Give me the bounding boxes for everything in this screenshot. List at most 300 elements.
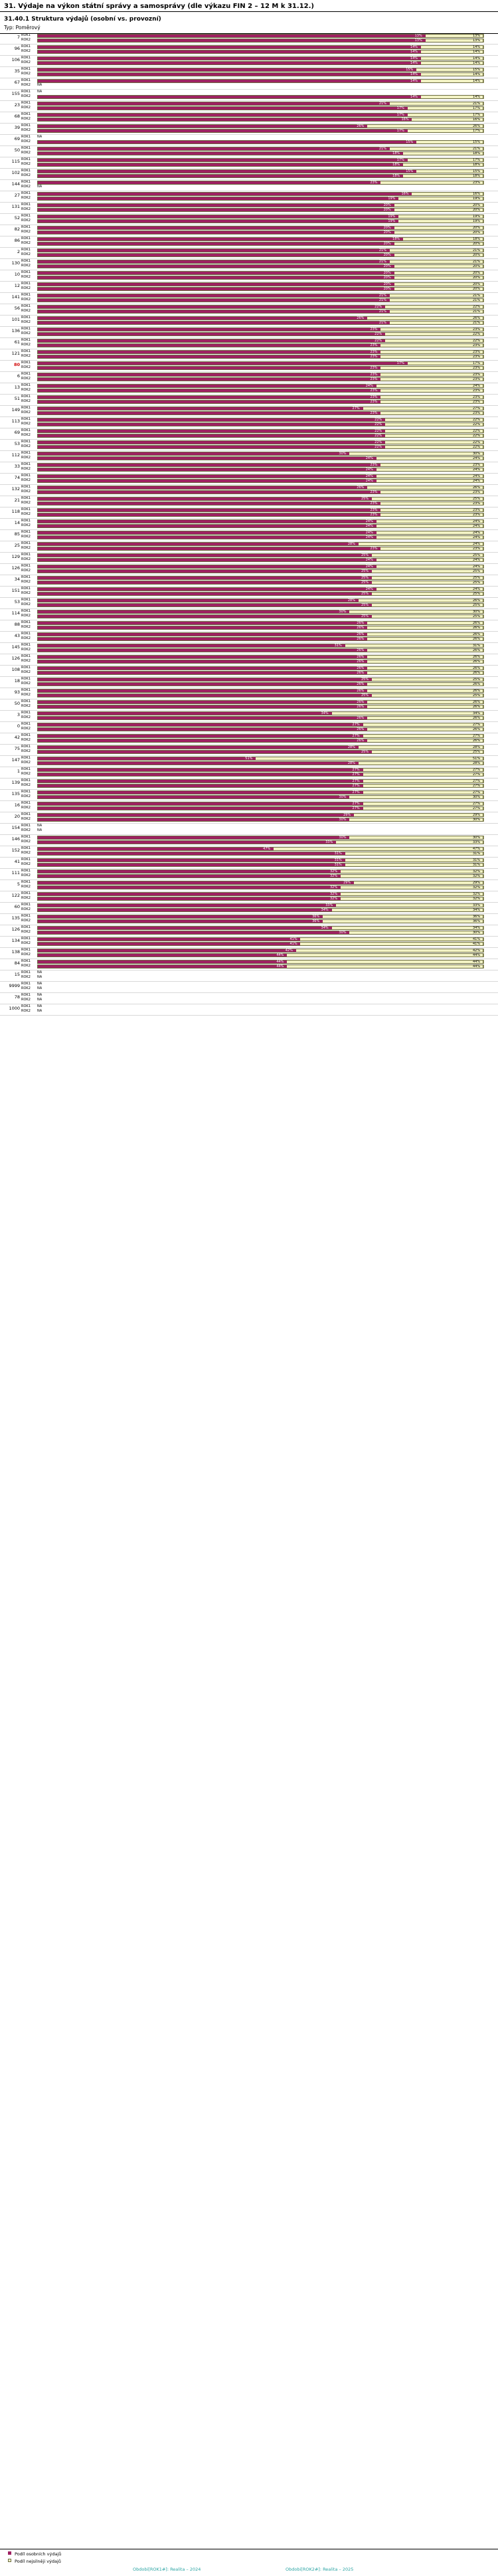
bar-outline — [37, 429, 483, 433]
bar-outline — [37, 163, 483, 167]
year-label: ROK2 — [21, 219, 31, 223]
bar-track — [37, 440, 483, 444]
year-label: ROK2 — [21, 828, 31, 832]
bar-value-label: 23% — [473, 343, 481, 347]
bar-value-label-inner: 21% — [378, 101, 386, 106]
bar-track — [37, 298, 483, 302]
bar-track — [37, 858, 483, 862]
bar-outline — [37, 858, 483, 862]
bar-track — [37, 524, 483, 528]
chart-group — [0, 203, 498, 213]
bar-value-label: 23% — [473, 399, 481, 404]
bar-value-label: 24% — [473, 474, 481, 478]
bar-value-label: 18% — [473, 173, 481, 178]
chart-group — [0, 90, 498, 100]
year-label: ROK2 — [21, 783, 31, 787]
bar-outline — [37, 784, 483, 788]
year-label: ROK1 — [21, 666, 31, 670]
bar-outline — [37, 637, 483, 641]
table-row — [0, 693, 498, 697]
year-label: ROK1 — [21, 677, 31, 681]
bar-value-label: 26% — [473, 648, 481, 652]
year-label: ROK1 — [21, 372, 31, 376]
bar-track — [37, 118, 483, 122]
category-label: 82 — [14, 227, 20, 232]
year-label: ROK1 — [21, 112, 31, 116]
table-row — [0, 78, 498, 83]
table-row — [0, 925, 498, 930]
table-row — [0, 264, 498, 268]
bar-outline — [37, 919, 483, 923]
table-row — [0, 112, 498, 117]
group-separator — [0, 1015, 498, 1016]
bar-outline — [37, 456, 483, 460]
bar-outline — [37, 908, 483, 912]
legend-item-osobni — [0, 2549, 498, 2557]
table-row — [0, 914, 498, 919]
year-label: ROK2 — [21, 862, 31, 866]
year-label: ROK2 — [21, 704, 31, 708]
bar-track — [37, 452, 483, 456]
chart-group — [0, 858, 498, 868]
table-row — [0, 417, 498, 422]
bar-outline — [37, 411, 483, 415]
year-label: ROK1 — [21, 327, 31, 331]
table-row — [0, 372, 498, 377]
year-label: ROK1 — [21, 338, 31, 342]
category-label: 3 — [17, 712, 20, 717]
table-row — [0, 151, 498, 155]
bar-outline — [37, 327, 483, 331]
year-label: ROK1 — [21, 609, 31, 613]
chart-group — [0, 541, 498, 552]
year-label: ROK1 — [21, 45, 31, 48]
bar-outline — [37, 174, 483, 178]
na-marker: NA — [37, 185, 42, 189]
chart-group — [0, 349, 498, 360]
bar-value-label-inner: 42% — [285, 948, 293, 953]
category-label: 35 — [14, 68, 20, 74]
bar-value-label-inner: 32% — [329, 885, 338, 889]
bar-track — [37, 327, 483, 331]
chart-group — [0, 112, 498, 123]
bar-value-label: 14% — [473, 78, 481, 83]
category-label: 34 — [14, 577, 20, 582]
bar-value-label: 25% — [473, 602, 481, 607]
bar-value-label-inner: 32% — [329, 874, 338, 878]
bar-value-label-inner: 23% — [370, 349, 378, 354]
year-label: ROK1 — [21, 101, 31, 105]
chart-group — [0, 496, 498, 507]
bar-value-label: 24% — [473, 587, 481, 591]
chart-group — [0, 293, 498, 304]
bar-value-label: 26% — [473, 316, 481, 320]
bar-track — [37, 773, 483, 777]
bar-value-label: 19% — [473, 196, 481, 201]
bar-value-label-inner: 17% — [396, 157, 404, 162]
bar-value-label-inner: 34% — [321, 925, 329, 930]
bar-outline — [37, 711, 483, 715]
year-label: ROK1 — [21, 33, 31, 37]
table-row — [0, 338, 498, 343]
bar-outline — [37, 734, 483, 738]
bar-outline — [37, 795, 483, 799]
bar-value-label: 27% — [473, 767, 481, 772]
bar-value-label: 30% — [473, 835, 481, 840]
bar-value-label-inner: 31% — [334, 643, 342, 648]
bar-value-label-inner: 27% — [352, 783, 360, 788]
year-label: ROK2 — [21, 128, 31, 132]
chart-group — [0, 519, 498, 529]
year-label: ROK2 — [21, 840, 31, 844]
bar-value-label: 26% — [473, 704, 481, 709]
bar-outline — [37, 700, 483, 704]
bar-value-label: 23% — [473, 546, 481, 551]
na-marker: NA — [37, 824, 42, 828]
bar-outline — [37, 197, 483, 201]
table-row — [0, 225, 498, 230]
category-label: 61 — [14, 339, 20, 345]
bar-track — [37, 310, 483, 314]
bar-value-label: 27% — [473, 783, 481, 788]
na-marker: NA — [37, 998, 42, 1002]
table-row — [0, 1009, 498, 1014]
year-label: ROK2 — [21, 467, 31, 471]
bar-track — [37, 282, 483, 286]
legend-swatch-icon-provozni — [8, 2559, 11, 2562]
bar-track — [37, 287, 483, 291]
table-row — [0, 779, 498, 783]
table-row — [0, 507, 498, 512]
table-row — [0, 275, 498, 280]
chart-group — [0, 824, 498, 834]
bar-track — [37, 237, 483, 241]
bar-value-label-inner: 21% — [378, 146, 386, 151]
category-label: 126 — [11, 565, 20, 571]
table-row — [0, 993, 498, 998]
bar-value-label: 28% — [473, 761, 481, 765]
category-label: 131 — [11, 204, 20, 209]
na-marker: NA — [37, 83, 42, 87]
table-row — [0, 767, 498, 772]
bar-track — [37, 305, 483, 309]
year-label: ROK1 — [21, 541, 31, 545]
bar-track — [37, 757, 483, 761]
bar-outline — [37, 248, 483, 252]
bar-value-label-inner: 24% — [365, 587, 373, 591]
year-label: ROK1 — [21, 575, 31, 579]
year-label: ROK2 — [21, 117, 31, 121]
bar-value-label-inner: 27% — [352, 801, 360, 806]
category-label: 101 — [11, 317, 20, 322]
table-row — [0, 761, 498, 765]
year-label: ROK1 — [21, 406, 31, 410]
category-label: 139 — [11, 780, 20, 785]
bar-outline — [37, 847, 483, 851]
chart-group — [0, 67, 498, 78]
table-row — [0, 512, 498, 517]
year-label: ROK2 — [21, 602, 31, 606]
chart-legend — [0, 2549, 498, 2576]
category-label: 1000 — [9, 1006, 20, 1011]
bar-value-label-inner: 21% — [378, 320, 386, 325]
bar-value-label: 23% — [473, 388, 481, 393]
bar-outline — [37, 316, 483, 320]
year-label: ROK2 — [21, 727, 31, 731]
bar-value-label-inner: 21% — [378, 309, 386, 314]
bar-value-label: 26% — [473, 625, 481, 630]
category-label: 106 — [11, 57, 20, 62]
bar-value-label: 21% — [473, 298, 481, 302]
bar-value-label: 26% — [473, 485, 481, 490]
bar-value-label-inner: 24% — [365, 519, 373, 523]
chart-group — [0, 745, 498, 755]
bar-outline — [37, 418, 483, 422]
bar-outline — [37, 542, 483, 546]
chart-group — [0, 248, 498, 258]
bar-value-label-inner: 24% — [365, 467, 373, 472]
bar-outline — [37, 440, 483, 444]
table-row — [0, 632, 498, 636]
bar-value-label: 17% — [473, 106, 481, 110]
bar-outline — [37, 768, 483, 772]
category-label: 135 — [11, 791, 20, 796]
year-label: ROK2 — [21, 444, 31, 448]
bar-track — [37, 389, 483, 393]
bar-track — [37, 260, 483, 264]
table-row — [0, 343, 498, 347]
category-label: 27 — [14, 193, 20, 198]
bar-track — [37, 79, 483, 83]
bar-track — [37, 181, 483, 185]
bar-track — [37, 434, 483, 438]
bar-value-label: 27% — [473, 806, 481, 810]
year-label: ROK2 — [21, 896, 31, 900]
year-label: ROK2 — [21, 964, 31, 968]
bar-track — [37, 39, 483, 43]
year-label: ROK1 — [21, 349, 31, 353]
bar-value-label: 36% — [473, 919, 481, 923]
chart-group — [0, 903, 498, 913]
year-label: ROK1 — [21, 553, 31, 557]
category-label: 129 — [11, 554, 20, 559]
table-row — [0, 575, 498, 580]
chart-group — [0, 180, 498, 191]
bar-value-label: 21% — [473, 101, 481, 106]
bar-outline — [37, 287, 483, 291]
table-row — [0, 496, 498, 501]
bar-value-label: 24% — [473, 535, 481, 539]
table-row — [0, 812, 498, 817]
table-row — [0, 456, 498, 460]
bar-outline — [37, 632, 483, 636]
bar-value-label-inner: 23% — [370, 501, 378, 506]
bar-outline — [37, 445, 483, 449]
category-label: 121 — [11, 351, 20, 356]
year-label: ROK1 — [21, 801, 31, 805]
bar-value-label: 21% — [473, 320, 481, 325]
bar-outline — [37, 881, 483, 885]
year-label: ROK1 — [21, 858, 31, 862]
bar-track — [37, 129, 483, 133]
bar-value-label-inner: 34% — [321, 711, 329, 715]
bar-value-label: 25% — [473, 614, 481, 618]
year-label: ROK1 — [21, 587, 31, 591]
bar-track — [37, 558, 483, 562]
bar-track — [37, 45, 483, 49]
year-label: ROK1 — [21, 361, 31, 365]
table-row — [0, 316, 498, 320]
bar-value-label-inner: 29% — [343, 812, 351, 817]
bar-value-label: 41% — [473, 941, 481, 946]
bar-track — [37, 960, 483, 964]
bar-value-label-inner: 28% — [347, 761, 355, 765]
chart-group — [0, 767, 498, 778]
bar-value-label-inner: 22% — [374, 440, 382, 444]
bar-value-label: 20% — [473, 282, 481, 286]
bar-value-label: 18% — [473, 162, 481, 167]
bar-value-label-inner: 26% — [357, 670, 365, 675]
year-label: ROK2 — [21, 512, 31, 516]
bar-track — [37, 892, 483, 896]
bar-value-label: 44% — [473, 953, 481, 957]
bar-track — [37, 926, 483, 930]
category-label: 21 — [14, 498, 20, 503]
year-label: ROK2 — [21, 331, 31, 335]
category-label: 56 — [14, 306, 20, 311]
bar-value-label-inner: 13% — [414, 38, 422, 43]
bar-value-label: 23% — [473, 462, 481, 467]
category-label: 10 — [14, 272, 20, 277]
chart-group — [0, 846, 498, 857]
year-label: ROK2 — [21, 761, 31, 765]
legend-label-osobni: Podíl osobních výdajů — [15, 2551, 62, 2557]
bar-value-label-inner: 25% — [361, 580, 369, 585]
bar-outline — [37, 610, 483, 614]
category-label: 52 — [14, 215, 20, 221]
category-label: 13 — [14, 385, 20, 390]
table-row — [0, 948, 498, 953]
na-marker: NA — [37, 993, 42, 997]
category-label: 115 — [11, 159, 20, 164]
bar-value-label: 14% — [473, 60, 481, 65]
chart-group — [0, 756, 498, 767]
bar-track — [37, 271, 483, 275]
table-row — [0, 846, 498, 851]
bar-value-label: 25% — [473, 553, 481, 557]
table-row — [0, 162, 498, 167]
bar-track — [37, 965, 483, 968]
bar-track — [37, 535, 483, 539]
bar-outline — [37, 68, 483, 72]
bar-outline — [37, 140, 483, 144]
bar-track — [37, 949, 483, 953]
bar-value-label-inner: 25% — [361, 575, 369, 580]
bar-value-label: 16% — [473, 191, 481, 196]
category-label: 111 — [11, 870, 20, 875]
bar-track — [37, 264, 483, 268]
year-label: ROK2 — [21, 106, 31, 110]
year-label: ROK1 — [21, 948, 31, 952]
chart-group — [0, 282, 498, 292]
bar-track — [37, 937, 483, 941]
bar-value-label-inner: 26% — [357, 682, 365, 686]
bar-track — [37, 915, 483, 919]
bar-value-label: 27% — [473, 733, 481, 738]
bar-value-label-inner: 17% — [396, 128, 404, 133]
bar-value-label-inner: 22% — [374, 417, 382, 422]
year-label: ROK2 — [21, 456, 31, 460]
chart-group — [0, 124, 498, 134]
bar-track — [37, 50, 483, 54]
table-row — [0, 738, 498, 743]
table-row — [0, 462, 498, 467]
chart-group — [0, 869, 498, 879]
bar-outline — [37, 400, 483, 404]
bar-outline — [37, 508, 483, 512]
bar-value-label-inner: 24% — [365, 383, 373, 388]
year-label: ROK2 — [21, 930, 31, 934]
table-row — [0, 919, 498, 923]
bar-value-label: 30% — [473, 930, 481, 935]
table-row — [0, 72, 498, 76]
bar-track — [37, 727, 483, 731]
table-row — [0, 643, 498, 648]
year-label: ROK1 — [21, 169, 31, 173]
bar-track — [37, 253, 483, 257]
bar-value-label-inner: 23% — [370, 180, 378, 185]
bar-track — [37, 513, 483, 517]
bar-value-label: 23% — [473, 365, 481, 370]
chart-group — [0, 474, 498, 484]
bar-track — [37, 547, 483, 551]
bar-track — [37, 610, 483, 614]
chart-group — [0, 451, 498, 462]
bar-value-label: 22% — [473, 331, 481, 336]
category-label: 93 — [14, 690, 20, 695]
chart-group — [0, 530, 498, 541]
category-label: 114 — [11, 610, 20, 616]
table-row — [0, 146, 498, 151]
category-label: 149 — [11, 407, 20, 413]
bar-outline — [37, 897, 483, 901]
bar-value-label-inner: 26% — [357, 485, 365, 490]
year-label: ROK2 — [21, 1009, 31, 1013]
bar-value-label: 24% — [473, 523, 481, 528]
bar-value-label-inner: 27% — [352, 406, 360, 411]
year-label: ROK1 — [21, 462, 31, 466]
bar-outline — [37, 129, 483, 133]
bar-outline — [37, 535, 483, 539]
table-row — [0, 535, 498, 539]
year-label: ROK2 — [21, 207, 31, 211]
table-row — [0, 903, 498, 907]
year-label: ROK1 — [21, 191, 31, 195]
category-label: 80 — [13, 362, 20, 367]
table-row — [0, 851, 498, 856]
bar-outline — [37, 321, 483, 325]
bar-track — [37, 429, 483, 433]
table-row — [0, 614, 498, 618]
bar-track — [37, 931, 483, 935]
bar-outline — [37, 852, 483, 856]
year-label: ROK1 — [21, 869, 31, 873]
category-label: 144 — [11, 181, 20, 187]
year-label: ROK2 — [21, 162, 31, 166]
table-row — [0, 38, 498, 43]
bar-track — [37, 34, 483, 38]
bar-value-label: 27% — [473, 772, 481, 777]
